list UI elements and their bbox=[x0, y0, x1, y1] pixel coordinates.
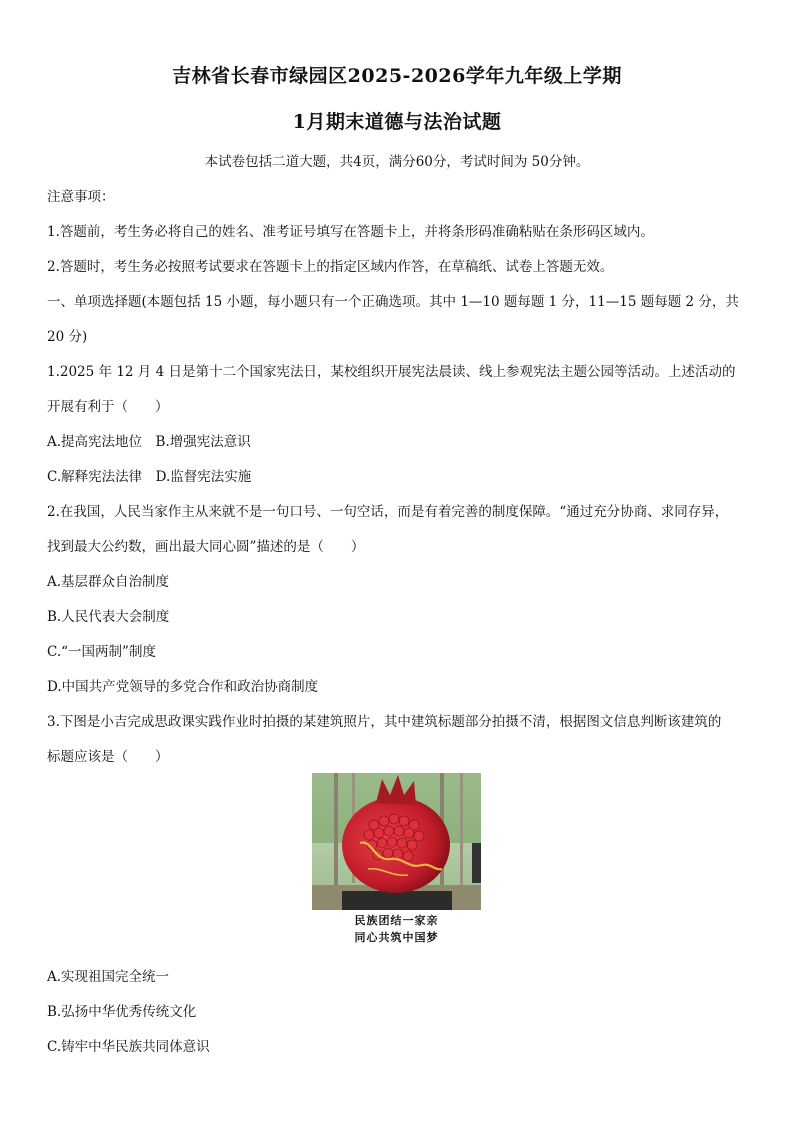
question-1-stem-cont: 开展有利于（ ） bbox=[47, 399, 169, 415]
exam-subtitle: 本试卷包括二道大题，共4页，满分60分，考试时间为 50分钟。 bbox=[204, 154, 590, 170]
question-3-option-b: B.弘扬中华优秀传统文化 bbox=[47, 1004, 197, 1020]
question-1-stem: 1.2025 年 12 月 4 日是第十二个国家宪法日，某校组织开展宪法晨读、线上参观宪法主题公园等活动。上述活动的 bbox=[47, 364, 736, 380]
question-3-stem-cont: 标题应该是（ ） bbox=[47, 749, 169, 765]
question-1-options-ab: A.提高宪法地位 B.增强宪法意识 bbox=[47, 434, 251, 450]
pomegranate-sculpture-photo bbox=[312, 773, 481, 910]
photo-caption-line2: 同心共筑中国梦 bbox=[354, 931, 439, 944]
question-3-option-c: C.铸牢中华民族共同体意识 bbox=[47, 1039, 210, 1055]
question-2-option-a: A.基层群众自治制度 bbox=[47, 574, 170, 590]
notes-heading: 注意事项： bbox=[47, 189, 115, 205]
section1-heading: 一、单项选择题(本题包括 15 小题，每小题只有一个正确选项。其中 1—10 题每题 1 分，11—15 题每题 2 分，共 bbox=[47, 294, 739, 310]
question-2-option-d: D.中国共产党领导的多党合作和政治协商制度 bbox=[47, 679, 319, 695]
question-2-stem: 2.在我国，人民当家作主从来就不是一句口号、一句空话，而是有着完善的制度保障。“通过充分协商、求同存异， bbox=[47, 504, 729, 520]
note-item-1: 1.答题前，考生务必将自己的姓名、准考证号填写在答题卡上，并将条形码准确粘贴在条形码区域内。 bbox=[47, 224, 654, 240]
note-item-2: 2.答题时，考生务必按照考试要求在答题卡上的指定区域内作答，在草稿纸、试卷上答题无效。 bbox=[47, 259, 614, 275]
question-3-option-a: A.实现祖国完全统一 bbox=[47, 969, 170, 985]
question-2-stem-cont: 找到最大公约数，画出最大同心圆”描述的是（ ） bbox=[47, 539, 365, 555]
question-2-option-c: C.“一国两制”制度 bbox=[47, 644, 156, 660]
section1-heading-cont: 20 分) bbox=[47, 329, 88, 345]
question-2-option-b: B.人民代表大会制度 bbox=[47, 609, 170, 625]
question-3-stem: 3.下图是小吉完成思政课实践作业时拍摄的某建筑照片，其中建筑标题部分拍摄不清，根据图文信息判断该建筑的 bbox=[47, 714, 722, 730]
photo-caption-line1: 民族团结一家亲 bbox=[354, 914, 439, 927]
exam-title-line1: 吉林省长春市绿园区2025-2026学年九年级上学期 bbox=[172, 65, 622, 87]
question-1-options-cd: C.解释宪法法律 D.监督宪法实施 bbox=[47, 469, 252, 485]
exam-title-line2: 1月期末道德与法治试题 bbox=[292, 111, 502, 133]
